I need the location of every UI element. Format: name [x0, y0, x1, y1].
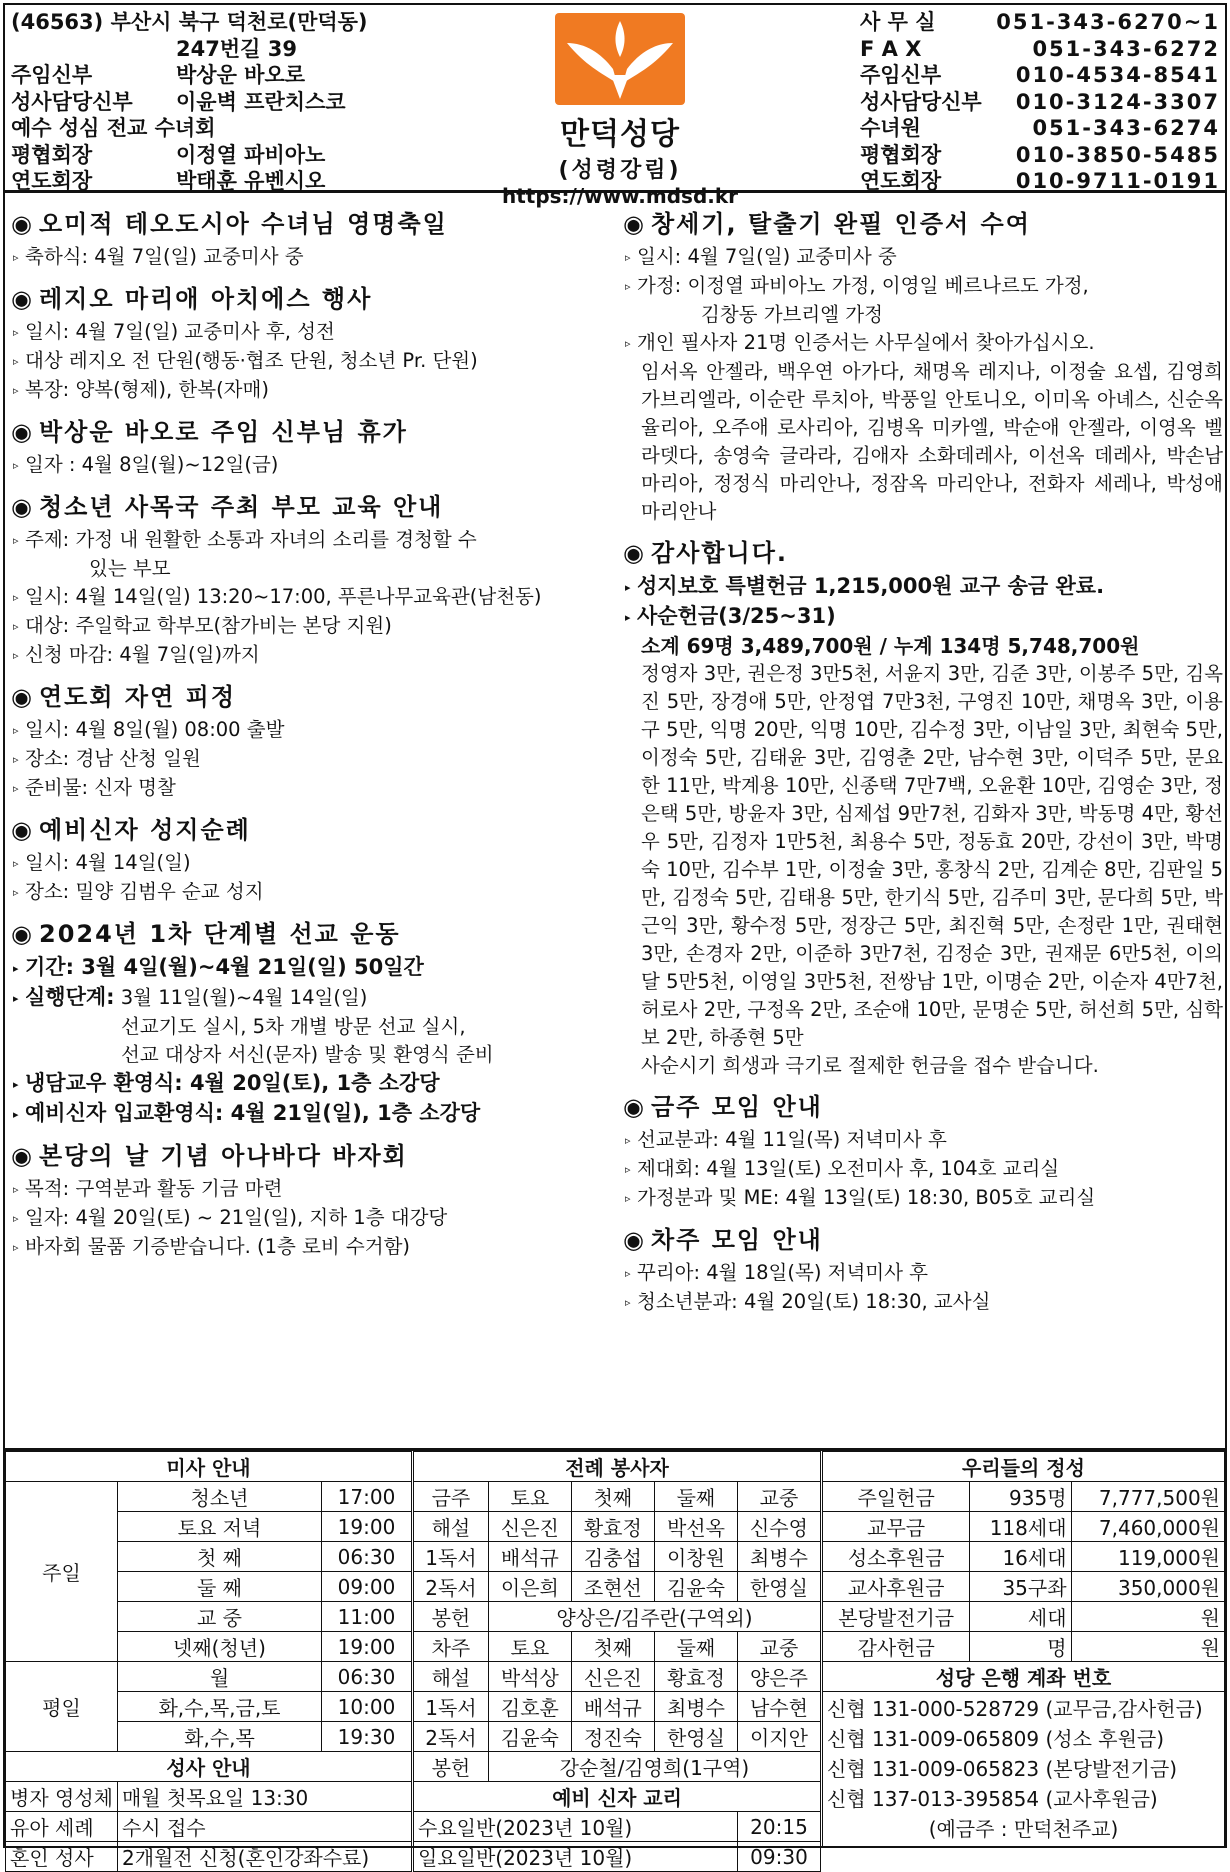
- item-continuation: 선교 대상자 서신(문자) 발송 및 환영식 준비: [121, 1043, 494, 1066]
- minister: 신수영: [737, 1512, 820, 1542]
- item: 개인 필사자 21명 인증서는 사무실에서 찾아가십시오.: [637, 331, 1095, 354]
- fisheye-circle-icon: ◉: [623, 1093, 646, 1121]
- item-continuation: 김창동 가브리엘 가정: [701, 303, 883, 326]
- header-center: [475, 13, 765, 208]
- label: 평협회장: [11, 142, 93, 167]
- minister: 이창원: [654, 1542, 737, 1572]
- triangle-right-icon: ▹: [13, 591, 19, 604]
- item-continuation: 있는 부모: [89, 557, 171, 580]
- minister: 이은희: [488, 1572, 571, 1602]
- item: 제대회: 4월 13일(토) 오전미사 후, 104호 교리실: [637, 1157, 1060, 1180]
- value: 이윤벽 프란치스코: [176, 89, 346, 114]
- minister: 양은주: [737, 1662, 820, 1692]
- triangle-right-icon: ▸: [625, 611, 631, 624]
- item: 준비물: 신자 명찰: [25, 776, 176, 799]
- section-title: 예비신자 성지순례: [39, 816, 251, 844]
- value: 박태훈 유벤시오: [176, 169, 326, 193]
- offering-title: 우리들의 정성: [823, 1452, 1225, 1482]
- mass-time: 06:30: [322, 1542, 412, 1572]
- item: 사순헌금(3/25~31): [637, 604, 836, 628]
- col-header: 교중: [737, 1482, 820, 1512]
- account-holder: (예금주 : 만덕천주교): [928, 1817, 1119, 1841]
- triangle-right-icon: ▹: [13, 724, 19, 737]
- section-pilgrimage: [11, 811, 611, 907]
- col-header: 첫째: [571, 1632, 654, 1662]
- bank-account: 신협 131-009-065823 (본당발전기금): [827, 1757, 1178, 1781]
- dove-flame-icon: [555, 13, 685, 105]
- mass-name: 교 중: [117, 1602, 321, 1632]
- label: 주임신부: [11, 63, 93, 87]
- triangle-right-icon: ▹: [13, 251, 19, 264]
- section-legio: [11, 280, 611, 405]
- col-header: 토요: [488, 1482, 571, 1512]
- triangle-right-icon: ▹: [13, 649, 19, 662]
- offering-name: 본당발전기금: [823, 1602, 970, 1632]
- mass-schedule-table: [5, 1451, 412, 1872]
- col-header: 금주: [414, 1482, 489, 1512]
- offering-name: 성소후원금: [823, 1542, 970, 1572]
- mass-time: 19:30: [322, 1722, 412, 1752]
- col-header: 토요: [488, 1632, 571, 1662]
- section-title: 레지오 마리애 아치에스 행사: [39, 285, 373, 313]
- bottom-tables: [5, 1448, 1225, 1870]
- item: 기간: 3월 4일(월)~4월 21일(일) 50일간: [25, 955, 424, 979]
- minister: 박석상: [488, 1662, 571, 1692]
- mass-name: 화,수,목,금,토: [117, 1692, 321, 1722]
- item: 목적: 구역분과 활동 기금 마련: [25, 1177, 283, 1200]
- fisheye-circle-icon: ◉: [623, 1226, 646, 1254]
- offering-count: 935명: [970, 1482, 1071, 1512]
- church-subtitle: (성령강림): [558, 158, 682, 183]
- fisheye-circle-icon: ◉: [11, 920, 34, 948]
- minister: 조현선: [571, 1572, 654, 1602]
- section-title: 청소년 사목국 주최 부모 교육 안내: [39, 493, 444, 521]
- minister: 김호훈: [488, 1692, 571, 1722]
- contact-number: 010-4534-8541: [1015, 63, 1220, 87]
- triangle-right-icon: ▹: [13, 1241, 19, 1254]
- sacrament-title: 성사 안내: [6, 1752, 412, 1782]
- section-title: 창세기, 탈출기 완필 인증서 수여: [651, 210, 1031, 238]
- triangle-right-icon: ▹: [13, 459, 19, 472]
- triangle-right-icon: ▹: [13, 355, 19, 368]
- minister: 최병수: [654, 1692, 737, 1722]
- triangle-right-icon: ▸: [13, 1108, 19, 1121]
- triangle-right-icon: ▹: [625, 1134, 631, 1147]
- header: [5, 5, 1225, 208]
- fisheye-circle-icon: ◉: [623, 539, 646, 567]
- triangle-right-icon: ▹: [13, 384, 19, 397]
- contact-number: 051-343-6270~1: [996, 10, 1220, 34]
- ministers-title: 전례 봉사자: [414, 1452, 821, 1482]
- section-title: 오미적 테오도시아 수녀님 영명축일: [39, 210, 448, 238]
- offering-amount: 원: [1071, 1632, 1224, 1662]
- section-this-week: [623, 1088, 1223, 1213]
- minister: 정진숙: [571, 1722, 654, 1752]
- fisheye-circle-icon: ◉: [11, 210, 34, 238]
- class-name: 수요일반(2023년 10월): [414, 1812, 738, 1842]
- section-title: 연도회 자연 피정: [39, 683, 236, 711]
- triangle-right-icon: ▹: [625, 251, 631, 264]
- item: 대상 레지오 전 단원(행동·협조 단원, 청소년 Pr. 단원): [25, 349, 478, 372]
- col-header: 첫째: [571, 1482, 654, 1512]
- offering-count: 35구좌: [970, 1572, 1071, 1602]
- section-title: 박상운 바오로 주임 신부님 휴가: [39, 418, 408, 446]
- section-title: 금주 모임 안내: [651, 1093, 823, 1121]
- sacrament-schedule: 수시 접수: [117, 1812, 411, 1842]
- names-list: 임서옥 안젤라, 백우연 아가다, 채명옥 레지나, 이정술 요셉, 김영희 가브리엘라, 이순란 루치아, 박풍일 안토니오, 이미옥 아녜스, 신순옥 율리아, 오주애 로사리아, 김병옥 미카엘, 박순애 안젤라, 이영옥 벨라뎃다, 송영숙 글라라, 김애자 소화데레사, 이선옥 데레사, 박손남 마리아, 정정식 마리안나, 정잠옥 마리안나, 전화자 세레나, 박성애 마리안나: [641, 360, 1223, 523]
- offering-count: 명: [970, 1632, 1071, 1662]
- sunday-label: 주일: [6, 1482, 118, 1662]
- header-contacts: [860, 9, 1220, 195]
- item: 대상: 주일학교 학부모(참가비는 본당 지원): [25, 614, 392, 637]
- offering-count: 16세대: [970, 1542, 1071, 1572]
- section-vacation: [11, 413, 611, 480]
- minister: 김충섭: [571, 1542, 654, 1572]
- item: 복장: 양복(형제), 한복(자매): [25, 378, 269, 401]
- minister: 최병수: [737, 1542, 820, 1572]
- contact-label: 사 무 실: [860, 10, 936, 34]
- mass-name: 청소년: [117, 1482, 321, 1512]
- offering-name: 교사후원금: [823, 1572, 970, 1602]
- role: 2독서: [414, 1572, 489, 1602]
- sacrament-schedule: 매월 첫목요일 13:30: [117, 1782, 411, 1812]
- minister: 김윤숙: [488, 1722, 571, 1752]
- mass-schedule-title: 미사 안내: [6, 1452, 412, 1482]
- minister: 황효정: [571, 1512, 654, 1542]
- role: 1독서: [414, 1692, 489, 1722]
- bank-account: 신협 131-009-065809 (성소 후원금): [827, 1727, 1165, 1751]
- mass-time: 17:00: [322, 1482, 412, 1512]
- triangle-right-icon: ▹: [13, 326, 19, 339]
- triangle-right-icon: ▹: [13, 857, 19, 870]
- contact-label: 주임신부: [860, 63, 942, 87]
- contact-label: F A X: [860, 36, 922, 61]
- item: 예비신자 입교환영식: 4월 21일(일), 1층 소강당: [25, 1101, 481, 1125]
- donors-list: 정영자 3만, 권은정 3만5천, 서윤지 3만, 김준 3만, 이봉주 5만, 김옥진 5만, 장경애 5만, 안정엽 7만3천, 구영진 10만, 채명옥 3만, 이용구 5만, 익명 20만, 익명 10만, 김수정 3만, 이남일 3만, 최현숙 5만, 이정숙 5만, 김태윤 3만, 김영춘 2만, 남수현 3만, 이덕주 5만, 문요한 11만, 박계용 10만, 신종택 7만7백, 오윤환 10만, 김영순 3만, 정은택 5만, 방윤자 3만, 심제섭 9만7천, 김화자 3만, 박동명 4만, 황선우 5만, 김정자 1만5천, 최용수 5만, 정동효 20만, 강선이 3만, 박명숙 10만, 김수부 1만, 이정술 3만, 홍창식 2만, 김계순 8만, 김판일 5만, 김정숙 5만, 김태용 5만, 한기식 5만, 김주미 3만, 문다희 5만, 박근익 3만, 황수정 5만, 정장근 5만, 최진혁 5만, 손정란 1만, 권태현 3만, 손경자 2만, 이준하 3만7천, 김정순 3만, 권재문 6만5천, 이의달 5만5천, 이영일 3만5천, 전쌍남 1만, 이명순 2만, 이순자 4만7천, 허로사 2만, 구정옥 2만, 조순애 10만, 문명순 5만, 허선희 5만, 심학보 2만, 하종현 5만: [641, 662, 1223, 1049]
- triangle-right-icon: ▹: [625, 1192, 631, 1205]
- col-header: 둘째: [654, 1632, 737, 1662]
- item: 신청 마감: 4월 7일(일)까지: [25, 643, 260, 666]
- contact-label: 성사담당신부: [860, 89, 982, 114]
- class-time: 20:15: [737, 1812, 820, 1842]
- offering-amount: 119,000원: [1071, 1542, 1224, 1572]
- contact-label: 연도회장: [860, 169, 942, 193]
- contact-label: 수녀원: [860, 116, 921, 140]
- minister: 신은진: [488, 1512, 571, 1542]
- triangle-right-icon: ▹: [625, 280, 631, 293]
- section-thanks: [623, 534, 1223, 1080]
- offertory-ministers: 강순철/김영희(1구역): [488, 1752, 820, 1782]
- sacrament-name: 혼인 성사: [6, 1842, 118, 1872]
- triangle-right-icon: ▹: [13, 753, 19, 766]
- item: 3월 11일(월)~4월 14일(일): [120, 986, 368, 1009]
- sacrament-name: 유아 세례: [6, 1812, 118, 1842]
- section-bazaar: [11, 1137, 611, 1262]
- address-line1: (46563) 부산시 북구 덕천로(만덕동): [11, 10, 368, 34]
- section-next-week: [623, 1221, 1223, 1317]
- item-label: 실행단계:: [25, 985, 115, 1009]
- item: 일시: 4월 14일(일) 13:20~17:00, 푸른나무교육관(남천동): [25, 585, 542, 608]
- triangle-right-icon: ▸: [13, 962, 19, 975]
- section-title: 본당의 날 기념 아나바다 바자회: [39, 1142, 408, 1170]
- fisheye-circle-icon: ◉: [11, 683, 34, 711]
- value: 이정열 파비아노: [176, 142, 326, 167]
- item: 바자회 물품 기증받습니다. (1층 로비 수거함): [25, 1235, 411, 1258]
- mass-name: 첫 째: [117, 1542, 321, 1572]
- contact-number: 051-343-6274: [1032, 116, 1220, 140]
- triangle-right-icon: ▹: [13, 782, 19, 795]
- bank-accounts: [823, 1692, 1225, 1847]
- minister: 김윤숙: [654, 1572, 737, 1602]
- triangle-right-icon: ▹: [13, 1183, 19, 1196]
- role: 1독서: [414, 1542, 489, 1572]
- offering-amount: 350,000원: [1071, 1572, 1224, 1602]
- fisheye-circle-icon: ◉: [11, 418, 34, 446]
- section-parent-education: [11, 488, 611, 670]
- item: 냉담교우 환영식: 4월 20일(토), 1층 소강당: [25, 1071, 440, 1095]
- col-header: 차주: [414, 1632, 489, 1662]
- liturgy-ministers-table: [413, 1451, 821, 1872]
- mass-time: 19:00: [322, 1512, 412, 1542]
- item: 청소년분과: 4월 20일(토) 18:30, 교사실: [637, 1290, 991, 1313]
- contact-number: 051-343-6272: [1032, 36, 1220, 61]
- minister: 배석규: [488, 1542, 571, 1572]
- minister: 박선옥: [654, 1512, 737, 1542]
- triangle-right-icon: ▹: [625, 1296, 631, 1309]
- contact-number: 010-3850-5485: [1015, 142, 1220, 167]
- offering-amount: 7,460,000원: [1071, 1512, 1224, 1542]
- contact-number: 010-3124-3307: [1015, 89, 1220, 114]
- item: 장소: 경남 산청 일원: [25, 747, 201, 770]
- mass-name: 화,수,목: [117, 1722, 321, 1752]
- item: 장소: 밀양 김범우 순교 성지: [25, 880, 264, 903]
- role: 봉헌: [414, 1752, 489, 1782]
- offering-table: [822, 1451, 1225, 1847]
- minister: 남수현: [737, 1692, 820, 1722]
- right-column: [623, 205, 1223, 1325]
- address-line2: 247번길 39: [176, 36, 297, 61]
- value: 박상운 바오로: [176, 63, 306, 87]
- section-certificates: [623, 205, 1223, 526]
- minister: 한영실: [654, 1722, 737, 1752]
- item: 일자 : 4월 8일(월)~12일(금): [25, 453, 279, 476]
- section-mission: [11, 915, 611, 1129]
- col-header: 교중: [737, 1632, 820, 1662]
- sacrament-schedule: 2개월전 신청(혼인강좌수료): [117, 1842, 411, 1872]
- item: 일시: 4월 7일(일) 교중미사 후, 성전: [25, 320, 335, 343]
- bank-account: 신협 131-000-528729 (교무금,감사헌금): [827, 1697, 1203, 1721]
- role: 봉헌: [414, 1602, 489, 1632]
- item: 꾸리아: 4월 18일(목) 저녁미사 후: [637, 1261, 929, 1284]
- mass-name: 넷째(청년): [117, 1632, 321, 1662]
- fisheye-circle-icon: ◉: [623, 210, 646, 238]
- minister: 이지안: [737, 1722, 820, 1752]
- section-feast: [11, 205, 611, 272]
- offering-name: 교무금: [823, 1512, 970, 1542]
- triangle-right-icon: ▹: [13, 1212, 19, 1225]
- left-column: [11, 205, 611, 1270]
- minister: 황효정: [654, 1662, 737, 1692]
- mass-time: 10:00: [322, 1692, 412, 1722]
- triangle-right-icon: ▹: [625, 1163, 631, 1176]
- label: 예수 성심 전교 수녀회: [11, 116, 216, 140]
- item: 일시: 4월 8일(월) 08:00 출발: [25, 718, 285, 741]
- item: 일시: 4월 7일(일) 교중미사 중: [637, 245, 897, 268]
- mass-time: 06:30: [322, 1662, 412, 1692]
- minister: 신은진: [571, 1662, 654, 1692]
- offering-count: 세대: [970, 1602, 1071, 1632]
- weekday-label: 평일: [6, 1662, 118, 1752]
- triangle-right-icon: ▸: [13, 1078, 19, 1091]
- closing-note: 사순시기 희생과 극기로 절제한 헌금을 접수 받습니다.: [641, 1054, 1099, 1077]
- offering-count: 118세대: [970, 1512, 1071, 1542]
- mass-name: 토요 저녁: [117, 1512, 321, 1542]
- item: 성지보호 특별헌금 1,215,000원 교구 송금 완료.: [637, 574, 1105, 598]
- offering-amount: 7,777,500원: [1071, 1482, 1224, 1512]
- bulletin-page: [3, 3, 1227, 1870]
- church-name: 만덕성당: [560, 117, 680, 152]
- item: 가정분과 및 ME: 4월 13일(토) 18:30, B05호 교리실: [637, 1186, 1096, 1209]
- fisheye-circle-icon: ◉: [11, 1142, 34, 1170]
- sacrament-name: 병자 영성체: [6, 1782, 118, 1812]
- header-left-info: [11, 9, 431, 195]
- section-title: 감사합니다.: [651, 539, 789, 567]
- fisheye-circle-icon: ◉: [11, 816, 34, 844]
- offering-name: 주일헌금: [823, 1482, 970, 1512]
- section-title: 차주 모임 안내: [651, 1226, 823, 1254]
- label: 연도회장: [11, 169, 93, 193]
- offering-amount: 원: [1071, 1602, 1224, 1632]
- mass-time: 19:00: [322, 1632, 412, 1662]
- contact-label: 평협회장: [860, 142, 942, 167]
- fisheye-circle-icon: ◉: [11, 493, 34, 521]
- bank-title: 성당 은행 계좌 번호: [823, 1662, 1225, 1692]
- role: 해설: [414, 1512, 489, 1542]
- triangle-right-icon: ▹: [13, 534, 19, 547]
- fisheye-circle-icon: ◉: [11, 285, 34, 313]
- item: 선교분과: 4월 11일(목) 저녁미사 후: [637, 1128, 947, 1151]
- item: 주제: 가정 내 원활한 소통과 자녀의 소리를 경청할 수: [25, 528, 477, 551]
- item: 일자: 4월 20일(토) ~ 21일(일), 지하 1층 대강당: [25, 1206, 448, 1229]
- contact-number: 010-9711-0191: [1015, 169, 1220, 193]
- triangle-right-icon: ▹: [13, 886, 19, 899]
- triangle-right-icon: ▹: [625, 337, 631, 350]
- item: 가정: 이정열 파비아노 가정, 이영일 베르나르도 가정,: [637, 274, 1089, 297]
- mass-time: 11:00: [322, 1602, 412, 1632]
- role: 해설: [414, 1662, 489, 1692]
- role: 2독서: [414, 1722, 489, 1752]
- item-continuation: 선교기도 실시, 5차 개별 방문 선교 실시,: [121, 1015, 466, 1038]
- triangle-right-icon: ▸: [625, 581, 631, 594]
- triangle-right-icon: ▸: [13, 992, 19, 1005]
- mass-name: 월: [117, 1662, 321, 1692]
- class-time: 09:30: [737, 1842, 820, 1872]
- label: 성사담당신부: [11, 89, 133, 114]
- class-name: 일요일반(2023년 10월): [414, 1842, 738, 1872]
- item: 축하식: 4월 7일(일) 교중미사 중: [25, 245, 304, 268]
- offertory-ministers: 양상은/김주란(구역외): [488, 1602, 820, 1632]
- offering-name: 감사헌금: [823, 1632, 970, 1662]
- section-retreat: [11, 678, 611, 803]
- section-title: 2024년 1차 단계별 선교 운동: [39, 920, 401, 948]
- church-url[interactable]: https://www.mdsd.kr: [501, 184, 739, 208]
- church-logo: [555, 13, 685, 105]
- bank-account: 신협 137-013-395854 (교사후원금): [827, 1787, 1158, 1811]
- catechism-title: 예비 신자 교리: [414, 1782, 821, 1812]
- col-header: 둘째: [654, 1482, 737, 1512]
- item: 일시: 4월 14일(일): [25, 851, 191, 874]
- triangle-right-icon: ▹: [13, 620, 19, 633]
- minister: 배석규: [571, 1692, 654, 1722]
- mass-name: 둘 째: [117, 1572, 321, 1602]
- triangle-right-icon: ▹: [625, 1267, 631, 1280]
- minister: 한영실: [737, 1572, 820, 1602]
- offering-total: 소계 69명 3,489,700원 / 누계 134명 5,748,700원: [641, 634, 1140, 658]
- mass-time: 09:00: [322, 1572, 412, 1602]
